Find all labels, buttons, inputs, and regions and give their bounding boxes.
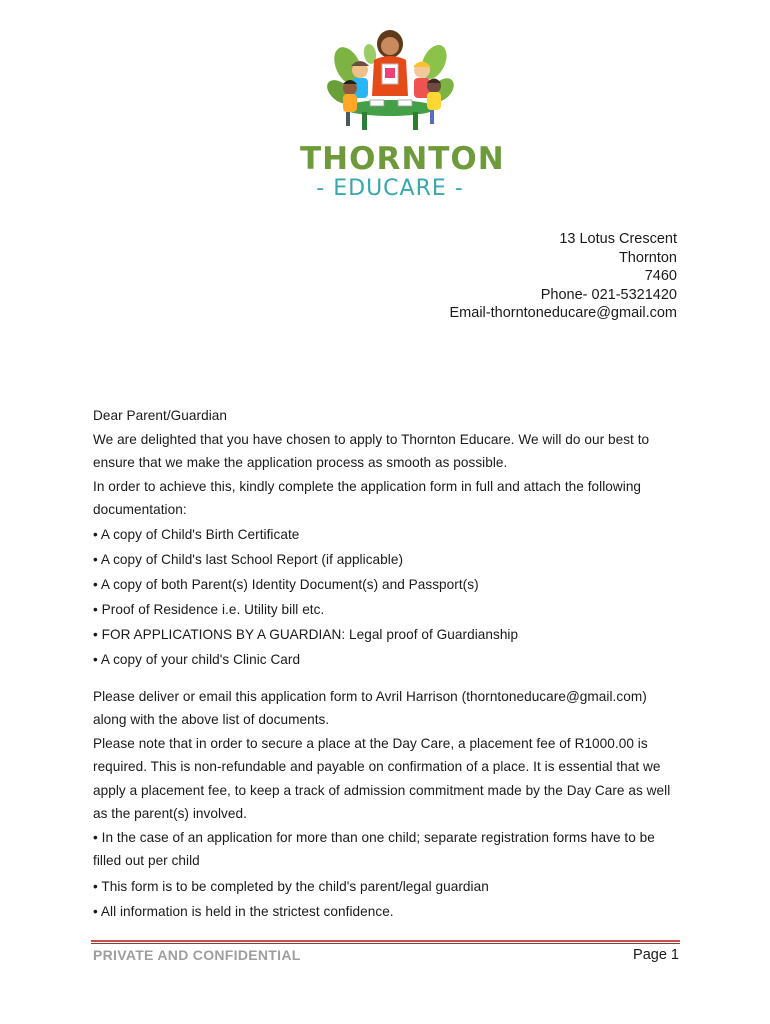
school-address	[450, 230, 677, 323]
logo-title: THORNTON	[300, 141, 505, 177]
document-item-clinic-card: • A copy of your child's Clinic Card	[93, 651, 301, 667]
document-item-residence: • Proof of Residence i.e. Utility bill etc.	[93, 601, 325, 617]
document-item-birth-certificate: • A copy of Child's Birth Certificate	[93, 526, 300, 542]
delivery-paragraph: Please deliver or email this application form to Avril Harrison (thorntoneducare@gmail.com) along with the above list of documents.	[93, 688, 647, 727]
footer-divider	[91, 940, 680, 942]
footer-confidential-label: PRIVATE AND CONFIDENTIAL	[93, 947, 301, 963]
letter-body	[93, 404, 678, 924]
address-email: Email-thorntoneducare@gmail.com	[449, 305, 677, 321]
salutation: Dear Parent/Guardian	[93, 408, 227, 423]
document-item-identity: • A copy of both Parent(s) Identity Document(s) and Passport(s)	[93, 576, 479, 592]
note-item-parent-completion: • This form is to be completed by the child's parent/legal guardian	[93, 878, 489, 894]
document-item-school-report: • A copy of Child's last School Report (if applicable)	[93, 551, 404, 567]
note-item-confidentiality: • All information is held in the strictest confidence.	[93, 904, 394, 919]
page-number: Page 1	[633, 947, 679, 963]
logo-subtitle: - EDUCARE -	[316, 176, 464, 201]
thornton-educare-logo	[300, 24, 505, 201]
note-item-multiple-children: • In the case of an application for more than one child; separate registration forms have to be filled out per child	[93, 829, 655, 868]
address-postcode: 7460	[644, 268, 677, 284]
address-phone: Phone- 021-5321420	[540, 286, 677, 303]
instructions-paragraph: In order to achieve this, kindly complete the application form in full and attach the following documentation:	[93, 478, 642, 517]
document-item-guardianship: • FOR APPLICATIONS BY A GUARDIAN: Legal proof of Guardianship	[93, 626, 519, 642]
intro-paragraph: We are delighted that you have chosen to apply to Thornton Educare. We will do our best to ensure that we make the application process as smooth as possible.	[93, 431, 650, 470]
placement-fee-paragraph: Please note that in order to secure a place at the Day Care, a placement fee of R1000.00 is required. This is non-refundable and payable on confirmation of a place. It is essential that we apply a placement fee, to keep a track of admission commitment made by the Day Care as well as the parent(s) involved.	[93, 735, 671, 821]
address-street: 13 Lotus Crescent	[559, 231, 677, 247]
children-reading-illustration	[300, 24, 480, 142]
footer-divider-thin	[91, 943, 680, 944]
address-suburb: Thornton	[618, 249, 677, 266]
